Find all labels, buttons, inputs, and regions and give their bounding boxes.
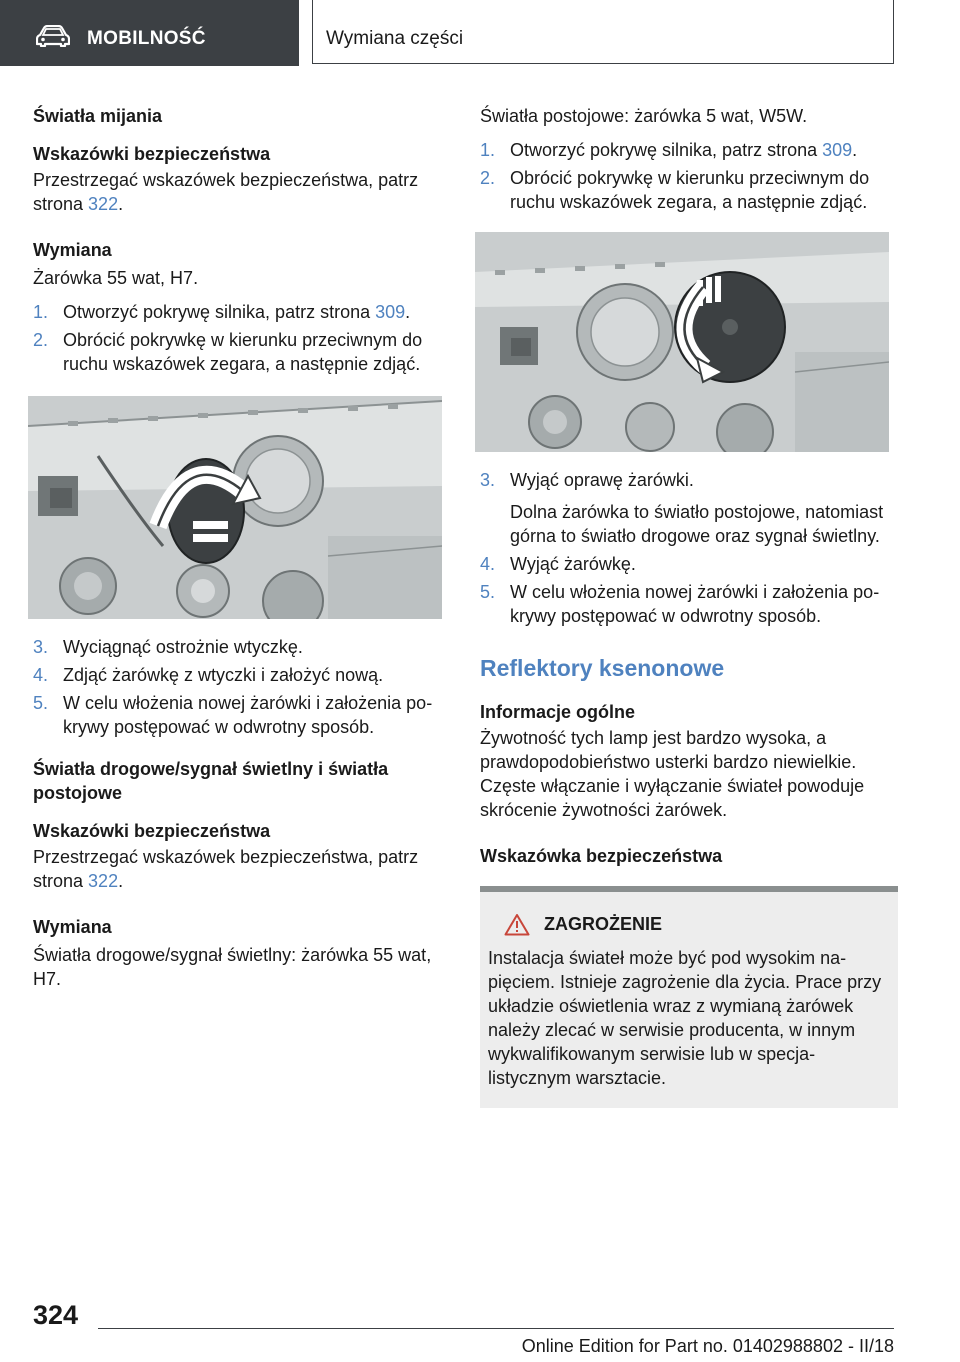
page-header xyxy=(0,0,960,66)
list-item: 1. Otworzyć pokrywę silnika, patrz strona 309. xyxy=(480,140,858,160)
list-item: 4. Zdjąć żarówkę z wtyczki i założyć nową. xyxy=(33,665,384,685)
section-title-high-beam: Światła drogowe/sygnał świetlny i światła postojowe xyxy=(33,759,389,803)
footer-divider xyxy=(98,1328,894,1329)
replace-heading: Wymiana xyxy=(33,917,112,937)
list-item: 2. Obrócić pokrywkę w kierunku przeciwnym do ruchu wskazówek zegara, a następnie zdjąć. xyxy=(33,330,423,374)
warning-box xyxy=(480,886,898,1108)
list-item: 2. Obrócić pokrywkę w kierunku przeciwnym do ruchu wskazówek zegara, a następnie zdjąć. xyxy=(480,168,870,212)
right-column xyxy=(480,104,898,1108)
safety-text: Przestrzegać wskazówek bezpieczeństwa, patrz strona 322. xyxy=(33,847,419,891)
parking-bulb-spec: Światła postojowe: żarówka 5 wat, W5W. xyxy=(480,106,808,126)
car-icon xyxy=(36,25,70,47)
warning-triangle-icon xyxy=(504,913,530,936)
chapter-title: Wymiana części xyxy=(326,28,464,49)
headlight-photo-high-beam xyxy=(475,232,889,452)
safety-text: Przestrzegać wskazówek bezpieczeństwa, patrz strona 322. xyxy=(33,170,419,214)
bulb-spec: Światła drogowe/sygnał świetlny: żarówka 55 wat, H7. xyxy=(33,945,432,989)
page-link[interactable]: 309 xyxy=(375,302,406,322)
list-item: 4. Wyjąć żarówkę. xyxy=(480,554,636,574)
left-column xyxy=(33,104,445,991)
headlight-photo-low-beam xyxy=(28,396,442,619)
steps-list xyxy=(33,300,445,376)
list-item: 5. W celu włożenia nowej żarówki i założenia pokrywy postępować w odwrotny sposób. xyxy=(33,693,433,737)
section-label: MOBILNOŚĆ xyxy=(87,28,206,49)
list-item: 1. Otworzyć pokrywę silnika, patrz strona 309. xyxy=(33,302,411,322)
list-item: 5. W celu włożenia nowej żarówki i założenia pokrywy postępować w odwrotny sposób. xyxy=(480,582,880,626)
warning-title xyxy=(488,912,884,936)
steps-list xyxy=(480,138,898,214)
section-title-low-beam: Światła mijania xyxy=(33,106,163,126)
safety-heading: Wskazówki bezpieczeństwa xyxy=(33,821,271,841)
steps-list-continued xyxy=(480,468,898,628)
warning-title-text: ZAGROŻENIE xyxy=(544,914,663,934)
safety-heading: Wskazówki bezpieczeństwa xyxy=(33,144,271,164)
steps-list-continued xyxy=(33,635,445,739)
page-link[interactable]: 322 xyxy=(88,194,119,214)
page-link[interactable]: 309 xyxy=(822,140,853,160)
general-info-heading: Informacje ogólne xyxy=(480,702,636,722)
bulb-spec: Żarówka 55 wat, H7. xyxy=(33,268,199,288)
list-item: 3. Wyciągnąć ostrożnie wtyczkę. xyxy=(33,637,303,657)
replace-heading: Wymiana xyxy=(33,240,112,260)
xenon-heading: Reflektory ksenonowe xyxy=(480,655,725,681)
page-link[interactable]: 322 xyxy=(88,871,119,891)
safety-heading: Wskazówka bezpieczeństwa xyxy=(480,846,723,866)
edition-info: Online Edition for Part no. 01402988802 - II/18 xyxy=(521,1336,894,1356)
warning-text: Instalacja świateł może być pod wysokim napięciem. Istnieje zagrożenie dla życia. Prace przy układzie oświetlenia wraz z wymianą żarówek należy zlecać w serwisie producenta, w innym wykwalifikowanym serwisie lub w specjalistycznym warsztacie. xyxy=(488,948,882,1088)
list-item: 3. Wyjąć oprawę żarówki. Dolna żarówka to światło postojowe, natomiast górna to światło drogowe oraz sygnał świetlny. xyxy=(480,470,884,546)
page-number: 324 xyxy=(33,1300,79,1330)
general-info-text: Żywotność tych lamp jest bardzo wysoka, a prawdopodobieństwo usterki bardzo niewielkie. Częste włączanie i wyłączanie świateł powoduje skrócenie żywotności żarówek. xyxy=(480,728,865,820)
